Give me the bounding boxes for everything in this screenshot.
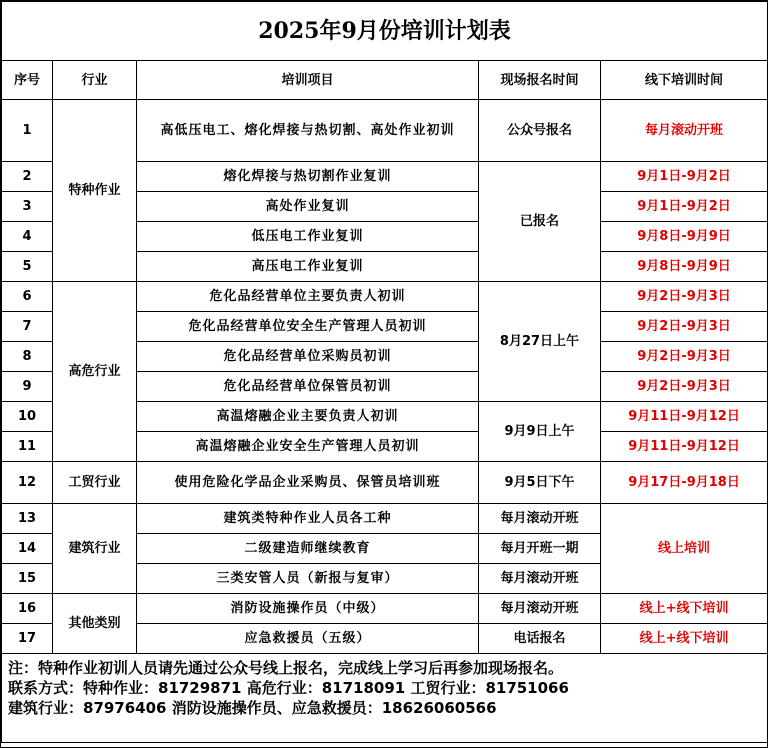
training-project: 熔化焊接与热切割作业复训 <box>137 162 479 192</box>
table-row <box>2 504 768 534</box>
offline-time: 9月1日-9月2日 <box>601 162 768 192</box>
row-number: 13 <box>2 504 53 534</box>
offline-time: 9月2日-9月3日 <box>601 282 768 312</box>
onsite-time: 电话报名 <box>479 624 601 654</box>
table-row <box>2 100 768 162</box>
training-project: 高低压电工、熔化焊接与热切割、高处作业初训 <box>137 100 479 162</box>
row-number: 9 <box>2 372 53 402</box>
offline-time: 9月2日-9月3日 <box>601 372 768 402</box>
table-row <box>2 462 768 504</box>
offline-time: 9月2日-9月3日 <box>601 312 768 342</box>
industry-hazard: 高危行业 <box>53 282 137 462</box>
note-contacts-2: 建筑行业：87976406 消防设施操作员、应急救援员：18626060566 <box>8 699 497 717</box>
training-project: 高处作业复训 <box>137 192 479 222</box>
training-project: 危化品经营单位采购员初训 <box>137 342 479 372</box>
onsite-time-merged: 8月27日上午 <box>479 282 601 402</box>
table-row <box>2 282 768 312</box>
onsite-time-merged: 已报名 <box>479 162 601 282</box>
header-offline-time: 线下培训时间 <box>601 61 768 100</box>
row-number: 14 <box>2 534 53 564</box>
onsite-time: 每月滚动开班 <box>479 504 601 534</box>
row-number: 2 <box>2 162 53 192</box>
training-project: 建筑类特种作业人员各工种 <box>137 504 479 534</box>
onsite-time: 每月滚动开班 <box>479 564 601 594</box>
note-contacts: 联系方式：特种作业：81729871 高危行业：81718091 工贸行业：81751066 <box>8 679 569 697</box>
offline-time: 9月11日-9月12日 <box>601 432 768 462</box>
offline-time: 线上+线下培训 <box>601 594 768 624</box>
training-project: 消防设施操作员（中级） <box>137 594 479 624</box>
header-row <box>2 61 768 100</box>
training-project: 三类安管人员（新报与复审） <box>137 564 479 594</box>
offline-time: 9月17日-9月18日 <box>601 462 768 504</box>
training-project: 使用危险化学品企业采购员、保管员培训班 <box>137 462 479 504</box>
training-project: 应急救援员（五级） <box>137 624 479 654</box>
onsite-time: 9月5日下午 <box>479 462 601 504</box>
header-project: 培训项目 <box>137 61 479 100</box>
header-industry: 行业 <box>53 61 137 100</box>
onsite-time: 每月开班一期 <box>479 534 601 564</box>
row-number: 5 <box>2 252 53 282</box>
offline-time-merged: 线上培训 <box>601 504 768 594</box>
offline-time: 9月8日-9月9日 <box>601 222 768 252</box>
header-onsite-time: 现场报名时间 <box>479 61 601 100</box>
row-number: 12 <box>2 462 53 504</box>
note-registration: 注：特种作业初训人员请先通过公众号线上报名，完成线上学习后再参加现场报名。 <box>8 659 564 677</box>
row-number: 7 <box>2 312 53 342</box>
page-title: 2025年9月份培训计划表 <box>2 2 768 61</box>
row-number: 4 <box>2 222 53 252</box>
onsite-time-merged: 9月9日上午 <box>479 402 601 462</box>
row-number: 1 <box>2 100 53 162</box>
onsite-time: 每月滚动开班 <box>479 594 601 624</box>
row-number: 17 <box>2 624 53 654</box>
offline-time: 9月1日-9月2日 <box>601 192 768 222</box>
row-number: 15 <box>2 564 53 594</box>
table-row <box>2 594 768 624</box>
industry-special: 特种作业 <box>53 100 137 282</box>
row-number: 3 <box>2 192 53 222</box>
training-project: 高温熔融企业安全生产管理人员初训 <box>137 432 479 462</box>
row-number: 8 <box>2 342 53 372</box>
offline-time: 9月8日-9月9日 <box>601 252 768 282</box>
training-project: 高压电工作业复训 <box>137 252 479 282</box>
offline-time: 9月11日-9月12日 <box>601 402 768 432</box>
training-project: 危化品经营单位安全生产管理人员初训 <box>137 312 479 342</box>
industry-construction: 建筑行业 <box>53 504 137 594</box>
industry-trade: 工贸行业 <box>53 462 137 504</box>
onsite-time: 公众号报名 <box>479 100 601 162</box>
training-project: 高温熔融企业主要负责人初训 <box>137 402 479 432</box>
offline-time: 每月滚动开班 <box>601 100 768 162</box>
header-no: 序号 <box>2 61 53 100</box>
notes <box>2 654 768 743</box>
offline-time: 线上+线下培训 <box>601 624 768 654</box>
training-project: 二级建造师继续教育 <box>137 534 479 564</box>
row-number: 10 <box>2 402 53 432</box>
training-plan-table <box>1 1 768 743</box>
industry-other: 其他类别 <box>53 594 137 654</box>
row-number: 11 <box>2 432 53 462</box>
notes-row <box>2 654 768 743</box>
row-number: 6 <box>2 282 53 312</box>
training-project: 低压电工作业复训 <box>137 222 479 252</box>
training-project: 危化品经营单位主要负责人初训 <box>137 282 479 312</box>
offline-time: 9月2日-9月3日 <box>601 342 768 372</box>
row-number: 16 <box>2 594 53 624</box>
training-project: 危化品经营单位保管员初训 <box>137 372 479 402</box>
